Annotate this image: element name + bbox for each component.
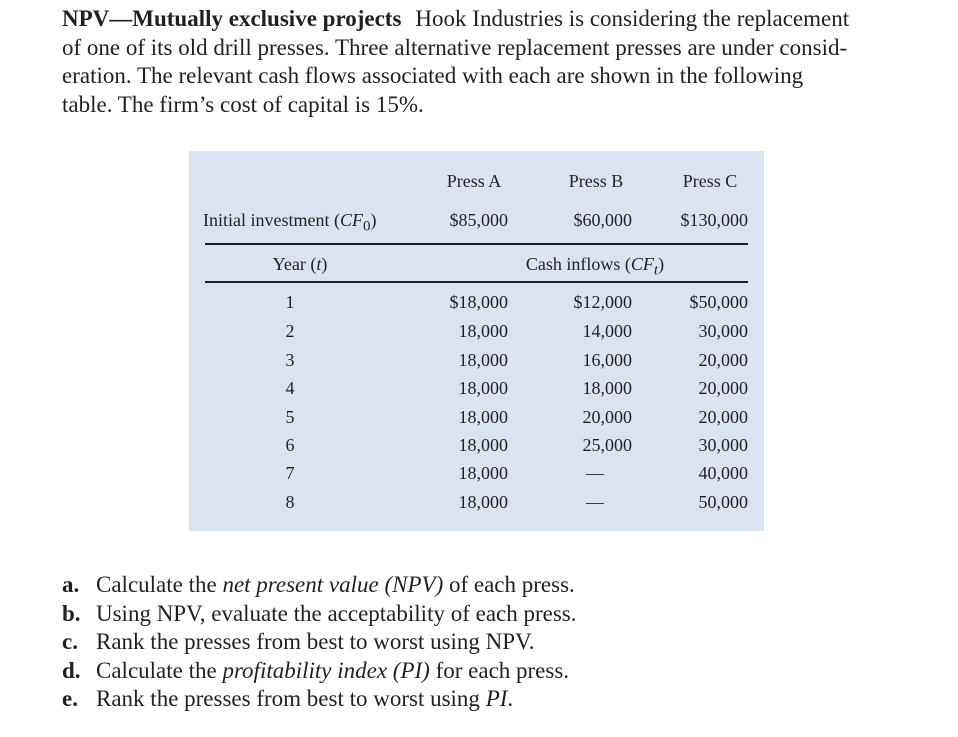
press-a-inflow: 18,000 [458, 407, 508, 427]
initial-investment-press-c: $130,000 [680, 210, 748, 230]
press-a-inflow: 18,000 [458, 463, 508, 483]
press-b-inflow: — [586, 463, 604, 483]
column-header-press-b: Press B [568, 171, 624, 191]
year-cell: 7 [285, 463, 295, 483]
table-divider-top [205, 243, 748, 245]
question-d: d. Calculate the profitability index (PI) for each press. [62, 657, 570, 683]
press-a-inflow: 18,000 [458, 350, 508, 370]
press-c-inflow: $50,000 [689, 292, 748, 312]
press-c-inflow: 50,000 [698, 492, 748, 512]
cash-inflows-header: Cash inflows $(CF_t)$ [525, 254, 665, 279]
problem-title: NPV—Mutually exclusive projects [62, 6, 402, 31]
problem-intro [62, 5, 922, 119]
initial-investment-press-a: $85,000 [449, 210, 508, 230]
year-cell: 3 [285, 350, 295, 370]
initial-investment-label: Initial investment $(CF_0)$ [203, 210, 377, 235]
year-cell: 8 [285, 492, 295, 512]
press-a-inflow: 18,000 [458, 492, 508, 512]
press-c-inflow: 20,000 [698, 407, 748, 427]
column-header-press-c: Press C [682, 171, 738, 191]
year-cell: 4 [285, 378, 295, 398]
table-divider-bottom [205, 281, 748, 283]
question-c: c. Rank the presses from best to worst using NPV. [62, 629, 535, 654]
question-b: b. Using NPV, evaluate the acceptability of each press. [62, 600, 577, 626]
press-a-inflow: 18,000 [458, 321, 508, 341]
year-cell: 1 [285, 292, 295, 312]
initial-investment-press-b: $60,000 [573, 210, 632, 230]
press-b-inflow: 14,000 [582, 321, 632, 341]
year-cell: 6 [285, 435, 295, 455]
intro-line-2: of one of its old drill presses. Three alternative replacement presses are under consid- [62, 34, 848, 60]
intro-line-3: eration. The relevant cash flows associated with each are shown in the following [62, 63, 804, 88]
question-list [62, 571, 577, 714]
press-c-inflow: 30,000 [698, 321, 748, 341]
year-cell: 5 [285, 407, 295, 427]
question-a: a. Calculate the net present value (NPV) of each press. [62, 572, 575, 597]
press-b-inflow: $12,000 [573, 292, 632, 312]
press-b-inflow: 16,000 [582, 350, 632, 370]
press-b-inflow: — [586, 492, 604, 512]
year-header: Year (t) [272, 254, 328, 274]
press-b-inflow: 20,000 [582, 407, 632, 427]
press-c-inflow: 40,000 [698, 463, 748, 483]
press-b-inflow: 18,000 [582, 378, 632, 398]
year-cell: 2 [285, 321, 295, 341]
press-c-inflow: 30,000 [698, 435, 748, 455]
question-e: e. Rank the presses from best to worst using PI. [62, 686, 514, 711]
intro-line-1: Hook Industries is considering the replacement [415, 6, 850, 31]
press-c-inflow: 20,000 [698, 378, 748, 398]
press-c-inflow: 20,000 [698, 350, 748, 370]
press-a-inflow: 18,000 [458, 378, 508, 398]
intro-line-4: table. The firm’s cost of capital is 15%. [62, 91, 424, 117]
column-header-press-a: Press A [446, 171, 502, 191]
press-a-inflow: 18,000 [458, 435, 508, 455]
press-b-inflow: 25,000 [582, 435, 632, 455]
press-a-inflow: $18,000 [449, 292, 508, 312]
